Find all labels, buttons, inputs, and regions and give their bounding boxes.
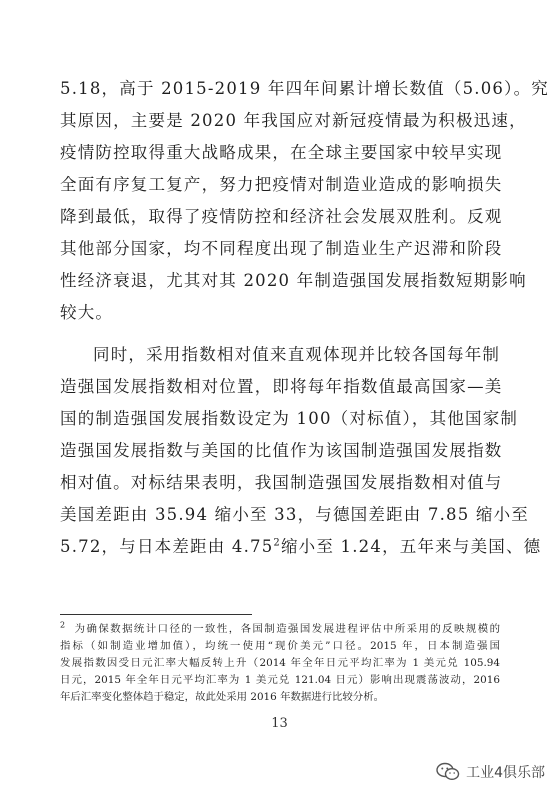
- body-line-10: 造强国发展指数相对位置，即将每年指数值最高国家—美: [60, 377, 503, 396]
- footnote-line-4: 日元，2015 年全年日元平均汇率为 1 美元兑 121.04 日元）影响出现震荡波动，2016: [60, 674, 500, 686]
- footnote-marker: 2: [60, 620, 66, 630]
- body-line-3: 疫情防控取得重大战略成果，在全球主要国家中较早实现: [60, 143, 503, 162]
- body-line-8: 较大。: [60, 303, 114, 322]
- body-line-13: 相对值。对标结果表明，我国制造强国发展指数相对值与: [60, 473, 503, 492]
- watermark-text: 工业4俱乐部: [466, 765, 545, 781]
- body-line-12: 造强国发展指数与美国的比值作为该国制造强国发展指数: [60, 441, 503, 460]
- body-line-11: 国的制造强国发展指数设定为 100（对标值），其他国家制: [60, 409, 519, 428]
- body-line-5: 降到最低，取得了疫情防控和经济社会发展双胜利。反观: [60, 207, 503, 226]
- body-line-14: 美国差距由 35.94 缩小至 33，与德国差距由 7.85 缩小至: [60, 505, 529, 524]
- footnote-ref-marker: 2: [273, 537, 281, 549]
- wechat-icon: [436, 762, 460, 782]
- footnote-line-5: 年后汇率变化整体趋于稳定，故此处采用 2016 年数据进行比较分析。: [60, 691, 384, 703]
- footnote-line-3: 发展指数因受日元汇率大幅反转上升（2014 年全年日元平均汇率为 1 美元兑 105.94: [60, 657, 500, 669]
- footnote-separator: [60, 614, 252, 615]
- body-line-2: 其原因，主要是 2020 年我国应对新冠疫情最为积极迅速，: [60, 111, 527, 130]
- body-line-7: 性经济衰退，尤其对其 2020 年制造强国发展指数短期影响: [60, 271, 527, 290]
- body-line-15-start: 5.72，与日本差距由 4.75: [60, 537, 274, 556]
- page-number: 13: [271, 716, 288, 731]
- body-line-9: 同时，采用指数相对值来直观体现并比较各国每年制: [93, 345, 501, 364]
- footnote-line-2: 指标（如制造业增加值），均统一使用“现价美元”口径。2015 年，日本制造强国: [60, 640, 500, 652]
- body-line-4: 全面有序复工复产，努力把疫情对制造业造成的影响损失: [60, 175, 503, 194]
- footnote-line-1: [60, 622, 500, 637]
- watermark: [436, 760, 545, 784]
- body-line-15-end: 缩小至 1.24，五年来与美国、德: [280, 537, 542, 556]
- body-line-15: [60, 536, 542, 558]
- body-line-1: 5.18，高于 2015-2019 年四年间累计增长数值（5.06）。究: [60, 79, 549, 98]
- footnote-line-1-text: 为确保数据统计口径的一致性，各国制造强国发展进程评估中所采用的反映规模的: [74, 623, 501, 635]
- body-line-6: 其他部分国家，均不同程度出现了制造业生产迟滞和阶段: [60, 239, 503, 258]
